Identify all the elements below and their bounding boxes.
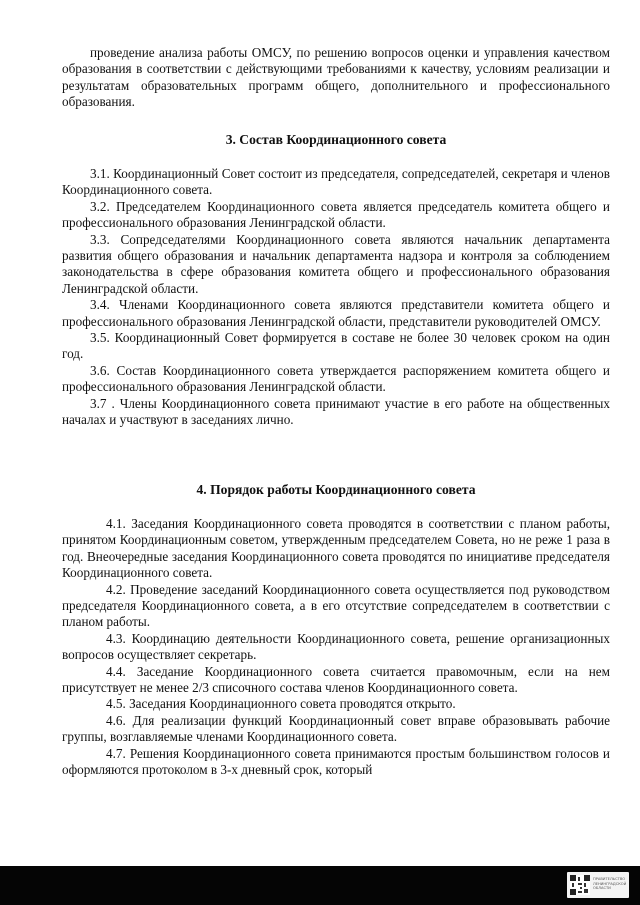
footer-bar [0,866,640,905]
item-4-6: 4.6. Для реализации функций Координационный совет вправе образовывать рабочие группы, возглавляемые членами Координационного совета. [62,712,610,745]
intro-text: проведение анализа работы ОМСУ, по решению вопросов оценки и управления качеством образования в соответствии с действующими требованиями к качеству, условиям реализации и результатам образовательных программ общего, дополнительного и профессионального образования. [62,45,610,110]
section-4-body [62,516,610,779]
stamp-text: ПРАВИТЕЛЬСТВО ЛЕНИНГРАДСКОЙ ОБЛАСТИ [593,877,627,891]
qr-code-icon [570,875,590,895]
item-3-1: 3.1. Координационный Совет состоит из председателя, сопредседателей, секретаря и членов Координационного совета. [62,166,610,198]
section-4-heading: 4. Порядок работы Координационного совета [196,482,476,497]
item-3-5: 3.5. Координационный Совет формируется в составе не более 30 человек сроком на один год. [62,330,610,362]
item-3-6: 3.6. Состав Координационного совета утверждается распоряжением комитета общего и профессионального образования Ленинградской области. [62,362,610,395]
item-4-1: 4.1. Заседания Координационного совета проводятся в соответствии с планом работы, принятом Координационным советом, утвержденным председателем Совета, но не реже 1 раза в год. Внеочередные заседания Координационного совета проводятся по инициативе председателя Координационного совета. [62,516,610,581]
item-3-4: 3.4. Членами Координационного совета являются представители комитета общего и профессионального образования Ленинградской области, представители руководителей ОМСУ. [62,297,610,329]
item-3-2: 3.2. Председателем Координационного совета является председатель комитета общего и профессионального образования Ленинградской области. [62,198,610,231]
item-4-3: 4.3. Координацию деятельности Координационного совета, решение организационных вопросов осуществляет секретарь. [62,630,610,663]
item-3-3: 3.3. Сопредседателями Координационного совета являются начальник департамента развития общего образования и начальник департамента надзора и контроля за соблюдением законодательства в сфере образования комитета общего и профессионального образования Ленинградской области. [62,231,610,296]
item-4-2: 4.2. Проведение заседаний Координационного совета осуществляется под руководством председателя Координационного совета, а в его отсутствие сопредседателем в соответствии с планом работы. [62,581,610,630]
item-4-5: 4.5. Заседания Координационного совета проводятся открыто. [106,696,456,712]
item-4-4: 4.4. Заседание Координационного совета считается правомочным, если на нем присутствует не менее 2/3 списочного состава членов Координационного совета. [62,663,610,696]
item-3-7: 3.7 . Члены Координационного совета принимают участие в его работе на общественных началах и участвуют в заседаниях лично. [62,395,610,428]
section-3-body [62,166,610,429]
item-4-7: 4.7. Решения Координационного совета принимаются простым большинством голосов и оформляются протоколом в 3-х дневный срок, который [62,745,610,778]
intro-paragraph [62,45,610,111]
section-3-heading: 3. Состав Координационного совета [225,132,447,147]
government-stamp [567,872,629,898]
